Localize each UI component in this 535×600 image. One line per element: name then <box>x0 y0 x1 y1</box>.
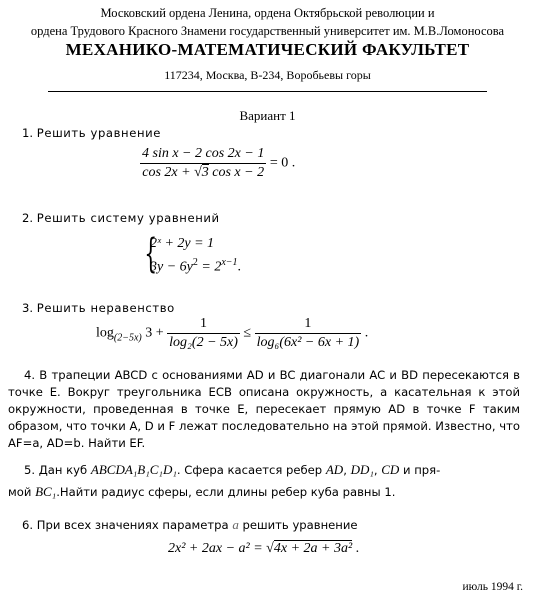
system-line-1: 2ˣ + 2y = 1 <box>150 236 215 251</box>
task-6: 6. При всех значениях параметра a решить уравнение <box>22 517 358 532</box>
university-line-2: ордена Трудового Красного Знамени государственный университет им. М.В.Ломоносова <box>30 24 505 38</box>
inequality-fraction-2: $\frac{1}{\text{log₆(6x² − 6x + 1)}}$ <box>256 316 360 350</box>
system-line-2: $3y - 6y^2 = 2^{x-1}$. <box>150 257 242 275</box>
task-4-number: 4. <box>24 368 36 382</box>
task-5 <box>8 461 520 501</box>
task-5-line-1: 5. Дан куб ABCDA₁B₁C₁D₁. Сфера касается ребер AD, DD₁, CD и пря- <box>24 462 441 477</box>
task-3-text: Решить неравенство <box>36 301 175 315</box>
task-1-text: Решить уравнение <box>36 126 162 140</box>
inequality-3: $\log_{(2-5x)} 3$ + $\frac{1}{\text{log₂(2 − 5x)}}$ ≤ $\frac{1}{\text{log₆(6x² − 6x + 1)}}$ . <box>96 316 369 350</box>
inequality-fraction-1: $\frac{1}{\text{log₂(2 − 5x)}}$ <box>169 316 238 350</box>
date-footer: июль 1994 г. <box>462 581 523 593</box>
faculty-address: 117234, Москва, В-234, Воробьевы горы <box>164 68 371 82</box>
system-brace: { <box>144 231 158 277</box>
task-1 <box>22 126 161 140</box>
equation-6: 2x² + 2ax − a² = √4x + 2a + 3a² . <box>168 541 360 556</box>
equation-1 <box>140 146 295 181</box>
equation-1-fraction <box>140 146 266 181</box>
task-4-text: В трапеции ABCD с основаниями AD и BC диагонали AC и BD пересекаются в точке E. Вокруг треугольника ECB описана окружность, а касательная к этой окружности, проведенная в точке E, пересекает прямую AD в точке F таким образом, что точки A, D и F лежат последовательно на этой прямой. Известно, что AF=a, AD=b. Найти EF. <box>8 368 521 450</box>
task-2 <box>22 211 220 225</box>
task-6-number: 6. <box>22 518 34 532</box>
edge-ad: AD <box>325 462 344 477</box>
equation-1-rhs: = 0 . <box>269 155 296 171</box>
variant-title: Вариант 1 <box>239 108 296 123</box>
task-1-number: 1. <box>22 126 34 140</box>
task-3-number: 3. <box>22 301 34 315</box>
cube-name: ABCDA₁B₁C₁D₁ <box>90 462 177 477</box>
task-4 <box>8 367 520 452</box>
edge-dd1: DD₁ <box>350 462 374 477</box>
equation-1-denominator: cos 2x + √3 cos x − 2 <box>142 165 265 180</box>
system-2 <box>140 231 242 277</box>
task-2-text: Решить систему уравнений <box>36 211 220 225</box>
task-3 <box>22 301 175 315</box>
task-2-number: 2. <box>22 211 34 225</box>
parameter-a: a <box>232 517 239 532</box>
faculty-title: МЕХАНИКО-МАТЕМАТИЧЕСКИЙ ФАКУЛЬТЕТ <box>65 40 470 59</box>
task-5-line-2: мой BC₁.Найти радиус сферы, если длины ребер куба равны 1. <box>8 484 396 499</box>
header-rule <box>48 91 487 92</box>
equation-1-numerator: 4 sin x − 2 cos 2x − 1 <box>140 146 266 164</box>
university-line-1: Московский ордена Ленина, ордена Октябрьской революции и <box>100 6 435 20</box>
line-bc1: BC₁ <box>35 484 57 499</box>
edge-cd: CD <box>381 462 400 477</box>
